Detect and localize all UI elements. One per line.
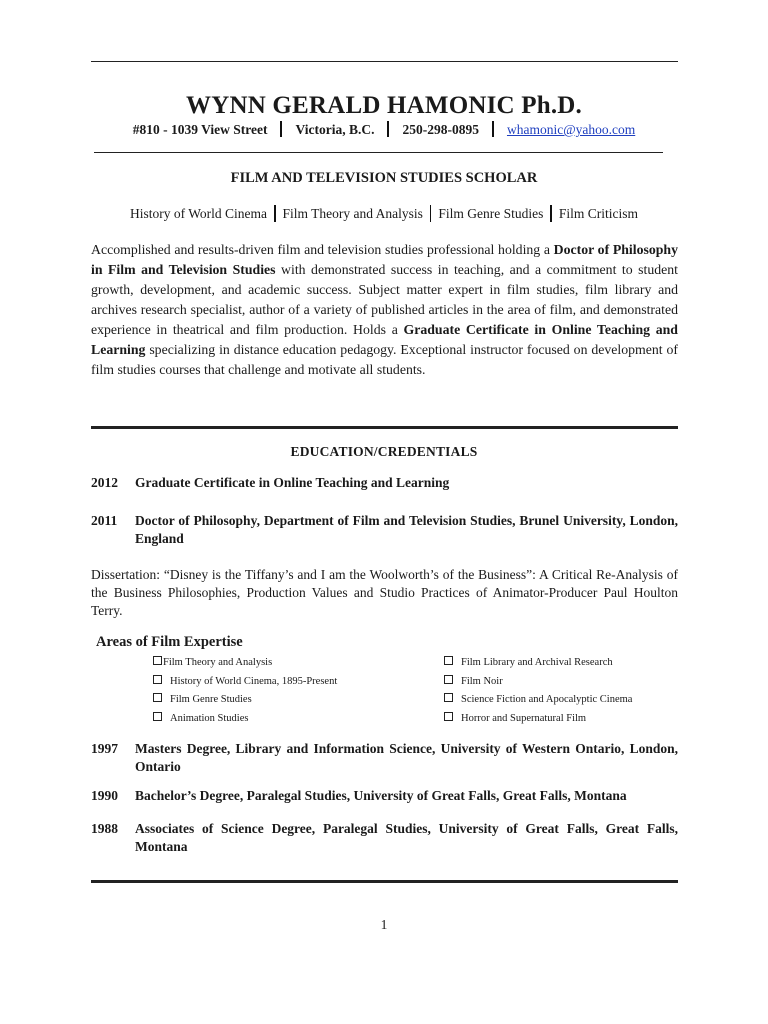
contact-line xyxy=(0,121,768,138)
summary-certificate: Graduate Certificate in Online Teaching and Learning xyxy=(91,322,678,357)
checkbox-icon xyxy=(153,675,162,684)
area-label: Animation Studies xyxy=(170,712,249,724)
dissertation-text: Dissertation: “Disney is the Tiffany’s and I am the Woolworth’s of the Business”: A Critical Re-Analysis of the Business Philosophies, Production Values and Studio Practices of Animator-Producer Paul Houlton Terry. xyxy=(91,567,678,618)
checkbox-icon xyxy=(153,693,162,702)
summary-text: with demonstrated success in teaching, and a commitment to student growth, development, and academic success. Subject matter expert in film studies, film library and archives research specialist, author of a variety of published articles in the area of film, and demonstrated experience in theatrical and film production. Holds a xyxy=(91,262,678,337)
contact-rule xyxy=(94,152,663,153)
checkbox-icon xyxy=(153,712,162,721)
list-item xyxy=(153,691,337,710)
area-label: Film Library and Archival Research xyxy=(461,657,613,668)
address: #810 - 1039 View Street xyxy=(132,122,268,137)
entry-text: Graduate Certificate in Online Teaching and Learning xyxy=(135,475,450,490)
specialties-line xyxy=(0,205,768,222)
separator xyxy=(387,121,389,137)
entry-year: 1990 xyxy=(91,788,118,803)
specialty: Film Criticism xyxy=(558,206,639,221)
page-number: 1 xyxy=(380,917,388,932)
checkbox-icon xyxy=(444,712,453,721)
list-item xyxy=(153,673,337,692)
list-item xyxy=(153,710,337,729)
checkbox-icon xyxy=(444,693,453,702)
list-item xyxy=(153,654,337,673)
city: Victoria, B.C. xyxy=(295,122,375,137)
education-entry xyxy=(91,740,678,776)
section-divider xyxy=(91,880,678,883)
education-title: EDUCATION/CREDENTIALS xyxy=(290,444,478,459)
specialty: Film Theory and Analysis xyxy=(282,206,423,221)
entry-year: 2011 xyxy=(91,513,118,528)
list-item xyxy=(444,654,632,673)
phone: 250-298-0895 xyxy=(402,122,479,137)
list-item xyxy=(444,673,632,692)
checkbox-icon xyxy=(444,656,453,665)
area-label: Film Noir xyxy=(461,675,503,687)
entry-year: 1997 xyxy=(91,741,118,756)
separator xyxy=(274,205,276,222)
summary-degree: Doctor of Philosophy in Film and Television Studies xyxy=(91,242,678,277)
list-item xyxy=(444,691,632,710)
education-entry xyxy=(91,820,678,856)
education-entry xyxy=(91,512,678,548)
entry-year: 2012 xyxy=(91,475,118,490)
section-divider xyxy=(91,426,678,429)
specialty: Film Genre Studies xyxy=(438,206,544,221)
entry-year: 1988 xyxy=(91,821,118,836)
education-entry xyxy=(91,474,678,492)
education-entry xyxy=(91,787,678,805)
summary-text: specializing in distance education pedagogy. Exceptional instructor focused on development of film studies courses that challenge and motivate all students. xyxy=(91,342,678,377)
area-label: Film Theory and Analysis xyxy=(163,657,273,668)
resume-name: WYNN GERALD HAMONIC Ph.D. xyxy=(186,92,582,119)
area-label: Science Fiction and Apocalyptic Cinema xyxy=(461,694,633,705)
summary-paragraph xyxy=(91,240,678,380)
separator xyxy=(492,121,494,137)
entry-text: Bachelor’s Degree, Paralegal Studies, University of Great Falls, Great Falls, Montana xyxy=(135,788,627,803)
separator xyxy=(280,121,282,137)
separator xyxy=(430,205,432,222)
areas-left-list xyxy=(153,654,337,728)
list-item xyxy=(444,710,632,729)
specialty: History of World Cinema xyxy=(129,206,267,221)
email-link[interactable]: whamonic@yahoo.com xyxy=(506,122,636,137)
areas-right-list xyxy=(444,654,632,728)
top-rule xyxy=(91,61,678,62)
area-label: Film Genre Studies xyxy=(170,694,252,705)
area-label: History of World Cinema, 1895-Present xyxy=(170,675,338,687)
profile-subtitle: FILM AND TELEVISION STUDIES SCHOLAR xyxy=(230,170,538,186)
entry-text: Associates of Science Degree, Paralegal Studies, University of Great Falls, Great Falls, Montana xyxy=(135,821,678,854)
checkbox-icon xyxy=(153,656,162,665)
areas-title: Areas of Film Expertise xyxy=(96,634,243,650)
entry-text: Masters Degree, Library and Information Science, University of Western Ontario, London, Ontario xyxy=(135,741,678,774)
separator xyxy=(550,205,552,222)
checkbox-icon xyxy=(444,675,453,684)
entry-text: Doctor of Philosophy, Department of Film and Television Studies, Brunel University, London, England xyxy=(135,513,678,546)
area-label: Horror and Supernatural Film xyxy=(461,712,587,724)
summary-text: Accomplished and results-driven film and television studies professional holding a xyxy=(91,242,554,257)
